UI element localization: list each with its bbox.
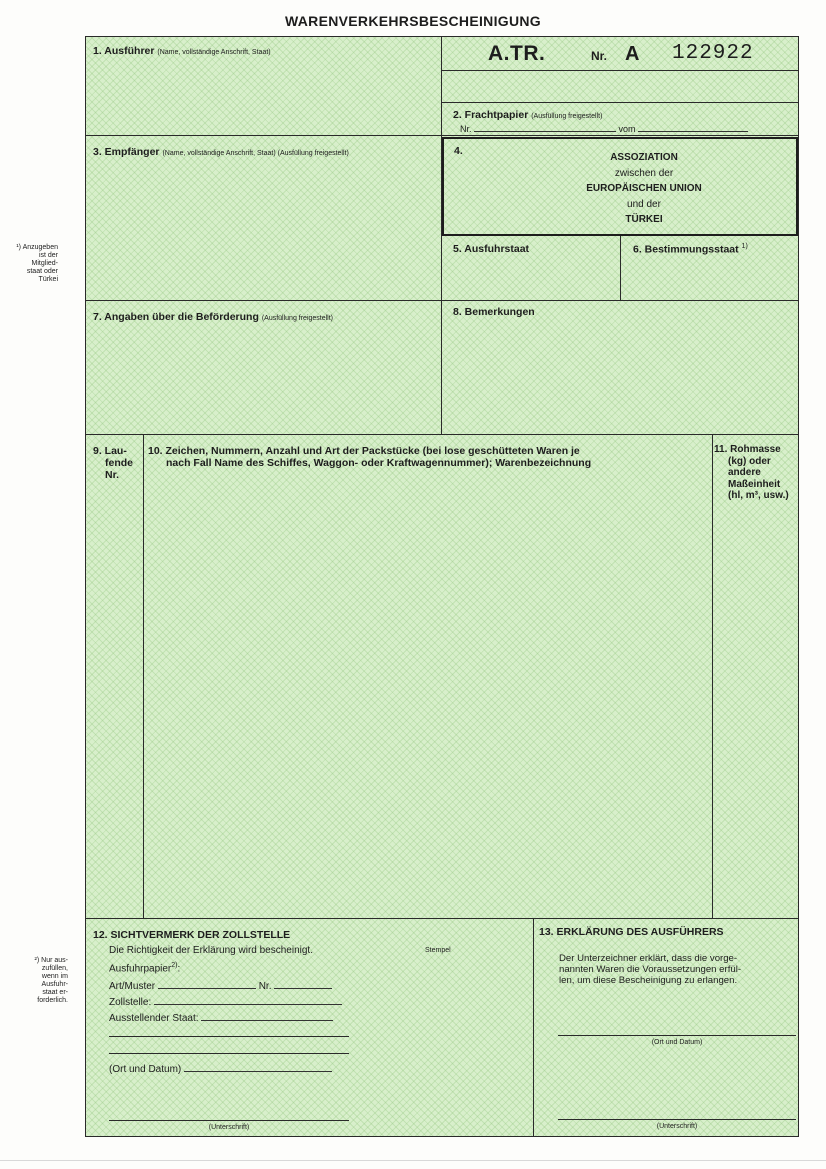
- margin-note-1-line: ¹) Anzugeben: [16, 244, 58, 251]
- association-line: ASSOZIATION: [610, 152, 678, 163]
- divider: [441, 300, 442, 434]
- field-7-label: [93, 311, 333, 323]
- margin-note-1: [14, 244, 58, 284]
- field-10-line: 10. Zeichen, Nummern, Anzahl und Art der Packstücke (bei lose geschütteten Waren je: [148, 445, 580, 457]
- export-document-footnote-ref: 2): [171, 962, 178, 969]
- customs-place-date-row: [109, 1062, 332, 1075]
- field-11-label: [714, 444, 789, 502]
- margin-note-1-line: staat oder: [26, 268, 58, 275]
- divider: [85, 135, 799, 136]
- exporter-declaration-line: len, um diese Bescheinigung zu erlangen.: [559, 975, 738, 986]
- exporter-signature-line[interactable]: [558, 1119, 796, 1120]
- margin-note-2-line: wenn im: [41, 973, 68, 980]
- field-9-line: 9. Lau-: [93, 445, 127, 457]
- blank-line[interactable]: [109, 1053, 349, 1054]
- exporter-place-date-line[interactable]: [558, 1035, 796, 1036]
- field-2-vom-label: vom: [618, 124, 636, 134]
- field-8-label: 8. Bemerkungen: [453, 306, 535, 318]
- association-line: EUROPÄISCHEN UNION: [586, 183, 702, 194]
- field-10-line: nach Fall Name des Schiffes, Waggon- oder Kraftwagennummer); Warenbezeichnung: [166, 457, 592, 469]
- form-code: A.TR.: [488, 42, 546, 65]
- field-1-title: 1. Ausführer: [93, 45, 155, 57]
- field-11-line: Maßeinheit: [728, 478, 781, 490]
- association-box: [442, 137, 798, 236]
- export-document-colon: :: [177, 963, 181, 975]
- art-muster-label: Art/Muster: [109, 981, 156, 992]
- field-9-line: fende: [105, 457, 134, 469]
- customs-signature-label: (Unterschrift): [208, 1124, 250, 1131]
- field-3-title: 3. Empfänger: [93, 146, 160, 158]
- transport-doc-nr-line[interactable]: [474, 122, 616, 132]
- field-2-title: 2. Frachtpapier: [453, 109, 529, 121]
- art-muster-line[interactable]: [158, 979, 256, 989]
- divider: [143, 434, 144, 918]
- margin-note-2-line: Ausfuhr-: [41, 981, 68, 988]
- customs-certification-text: Die Richtigkeit der Erklärung wird bescheinigt.: [109, 945, 313, 956]
- divider: [85, 434, 799, 435]
- divider: [620, 236, 621, 300]
- blank-line[interactable]: [109, 1036, 349, 1037]
- margin-note-2-line: zufüllen,: [41, 965, 68, 972]
- consignee-input-area[interactable]: [92, 162, 436, 294]
- field-9-line: Nr.: [105, 469, 120, 481]
- customs-place-date-label: (Ort und Datum): [109, 1064, 182, 1075]
- field-3-note: (Name, vollständige Anschrift, Staat) (Ausfüllung freigestellt): [162, 150, 349, 157]
- divider: [85, 918, 799, 919]
- field-13-label: 13. ERKLÄRUNG DES AUSFÜHRERS: [539, 926, 724, 938]
- transport-doc-date-line[interactable]: [638, 122, 748, 132]
- divider: [712, 434, 713, 918]
- destination-country-input[interactable]: [626, 258, 794, 296]
- nr-label: Nr.: [591, 49, 608, 63]
- goods-description-input[interactable]: [150, 480, 706, 910]
- association-line: und der: [627, 198, 661, 210]
- export-country-input[interactable]: [446, 258, 616, 296]
- field-11-line: (kg) oder: [728, 455, 771, 467]
- margin-note-2-line: staat er-: [42, 989, 68, 996]
- art-muster-nr-line[interactable]: [274, 979, 332, 989]
- customs-office-row: [109, 995, 342, 1008]
- exporter-declaration-line: nannten Waren die Voraussetzungen erfül-: [559, 964, 742, 975]
- field-1-note: (Name, vollständige Anschrift, Staat): [157, 49, 271, 56]
- issuing-country-label: Ausstellender Staat:: [109, 1013, 199, 1024]
- series-letter: A: [625, 43, 640, 65]
- field-6-footnote-ref: 1): [741, 243, 748, 250]
- divider: [85, 300, 799, 301]
- margin-note-1-line: Mitglied-: [31, 260, 58, 267]
- field-11-line: 11. Rohmasse: [714, 444, 781, 455]
- field-2-nr-row: [460, 122, 748, 134]
- field-7-title: 7. Angaben über die Beförderung: [93, 311, 259, 323]
- field-5-label: 5. Ausfuhrstaat: [453, 243, 530, 255]
- transport-details-input[interactable]: [92, 327, 436, 429]
- gross-mass-column[interactable]: [716, 506, 796, 910]
- exporter-declaration-line: Der Unterzeichner erklärt, dass die vorge-: [559, 953, 738, 964]
- field-4-label: 4.: [454, 145, 463, 157]
- field-7-note: (Ausfüllung freigestellt): [261, 315, 334, 322]
- issuing-country-row: [109, 1011, 333, 1024]
- document-title: WARENVERKEHRSBESCHEINIGUNG: [285, 13, 541, 29]
- field-12-label: 12. SICHTVERMERK DER ZOLLSTELLE: [93, 929, 291, 941]
- page-edge-rule: [0, 1160, 826, 1161]
- margin-note-2-line: forderlich.: [37, 997, 68, 1004]
- customs-place-date-line[interactable]: [184, 1062, 332, 1072]
- margin-note-2-line: ²) Nur aus-: [34, 957, 68, 964]
- field-10-label: [148, 445, 591, 469]
- item-number-column[interactable]: [90, 490, 140, 910]
- stamp-area[interactable]: [375, 958, 525, 1068]
- field-2-note: (Ausfüllung freigestellt): [531, 113, 603, 120]
- customs-office-label: Zollstelle:: [109, 997, 152, 1008]
- customs-signature-line[interactable]: [109, 1120, 349, 1121]
- field-6-label: [633, 243, 748, 256]
- issuing-country-line[interactable]: [201, 1011, 333, 1021]
- association-line: TÜRKEI: [625, 214, 663, 225]
- divider: [533, 918, 534, 1137]
- field-11-line: andere: [728, 467, 761, 478]
- association-line: zwischen der: [614, 167, 674, 179]
- art-muster-nr-label: Nr.: [258, 981, 272, 992]
- margin-note-1-line: ist der: [38, 252, 58, 259]
- certificate-number: 122922: [672, 42, 754, 65]
- field-9-label: [93, 445, 133, 481]
- margin-note-2: [14, 957, 68, 1005]
- margin-note-1-line: Türkei: [38, 276, 58, 283]
- field-3-label: [93, 146, 349, 158]
- field-6-title: 6. Bestimmungsstaat: [633, 243, 739, 256]
- exporter-signature-label: (Unterschrift): [656, 1123, 698, 1130]
- field-2-label: [453, 109, 602, 121]
- customs-office-line[interactable]: [154, 995, 342, 1005]
- export-document-text: Ausfuhrpapier: [109, 963, 172, 975]
- art-muster-row: [109, 979, 332, 992]
- exporter-place-date-label: (Ort und Datum): [651, 1039, 703, 1046]
- field-11-line: (hl, m³, usw.): [728, 490, 789, 501]
- field-1-label: [93, 45, 271, 57]
- divider: [441, 70, 799, 71]
- stamp-label: Stempel: [425, 947, 451, 954]
- association-text: [524, 150, 764, 228]
- divider: [441, 102, 799, 103]
- export-document-label: [109, 962, 180, 974]
- remarks-input[interactable]: [446, 322, 794, 429]
- exporter-input-area[interactable]: [92, 62, 436, 130]
- field-2-nr-label: Nr.: [460, 124, 472, 134]
- exporter-declaration-text: [559, 953, 797, 986]
